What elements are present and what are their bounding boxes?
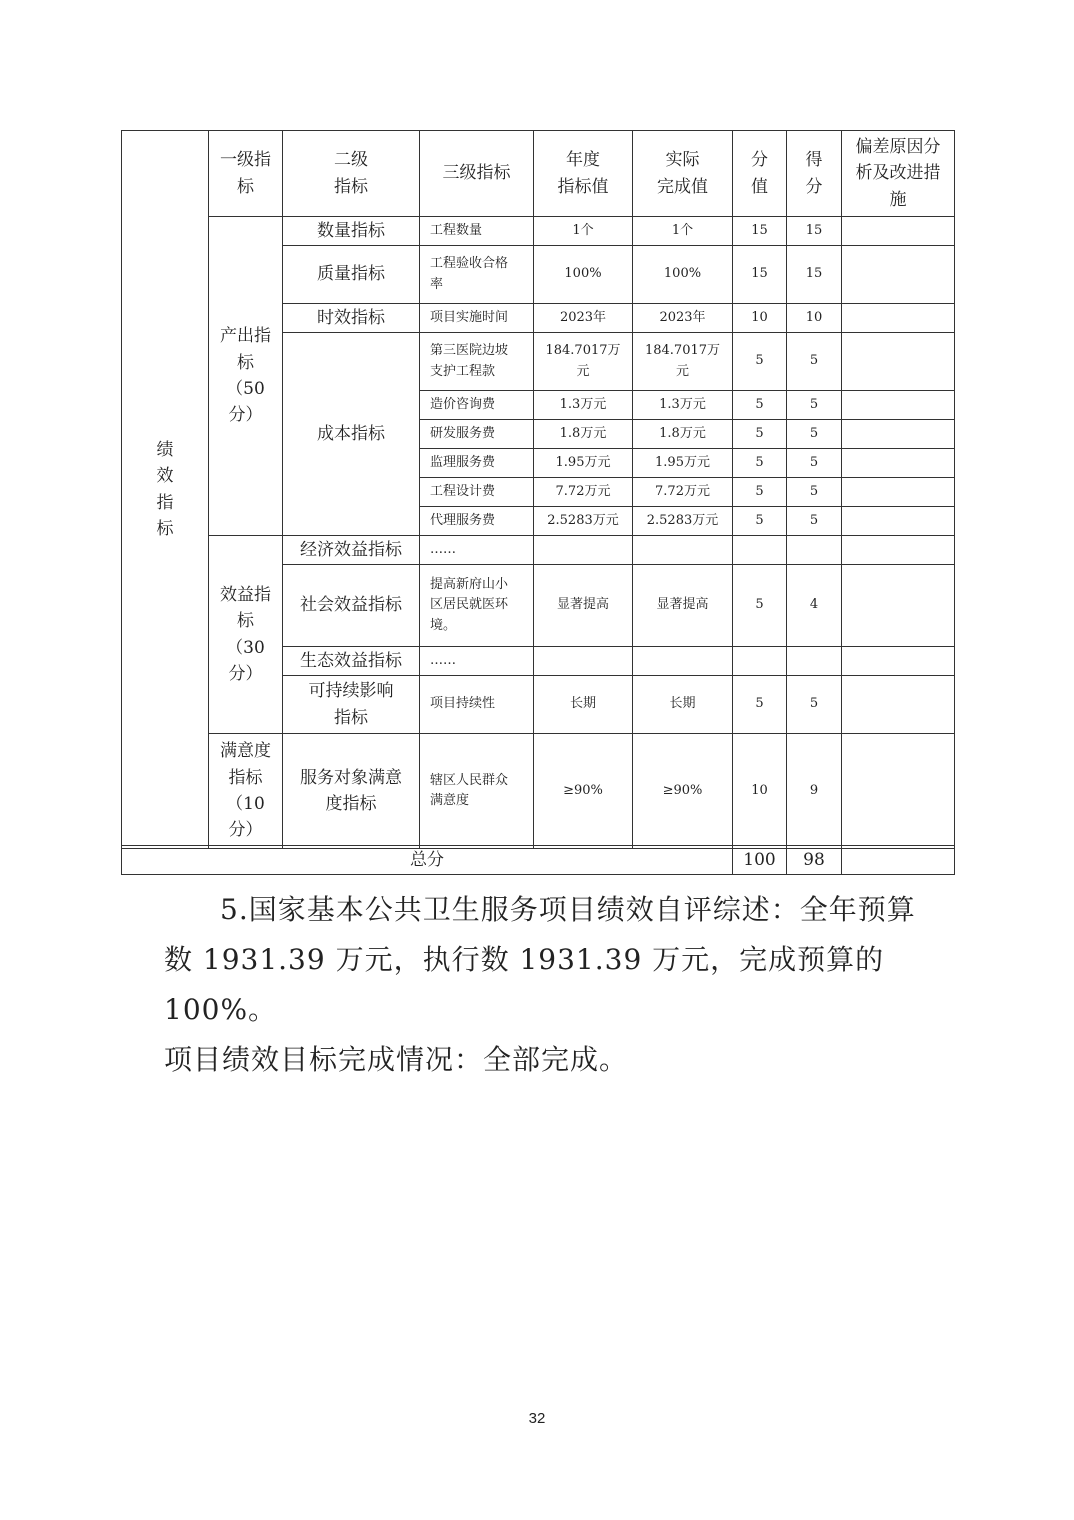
score-cell: 5: [733, 478, 787, 507]
target-cell: 184.7017万 元: [534, 333, 633, 391]
deviation-cell: [842, 536, 955, 565]
score-cell: 10: [733, 304, 787, 333]
level3-cell: ……: [420, 647, 534, 676]
deviation-cell: [842, 507, 955, 536]
deviation-cell: [842, 734, 955, 849]
target-cell: [534, 536, 633, 565]
deviation-cell: [842, 647, 955, 676]
actual-cell: ≥90%: [633, 734, 733, 849]
header-score: 分 值: [733, 131, 787, 217]
got-cell: 5: [787, 420, 842, 449]
deviation-cell: [842, 304, 955, 333]
total-label: 总分: [122, 846, 733, 875]
total-row-table: [121, 845, 955, 875]
actual-cell: 1个: [633, 217, 733, 246]
header-annual-target: 年度 指标值: [534, 131, 633, 217]
table-row: [122, 536, 955, 565]
score-cell: 15: [733, 246, 787, 304]
actual-cell: 2.5283万元: [633, 507, 733, 536]
level1-output: 产出指 标 （50 分）: [209, 217, 283, 536]
header-actual-value: 实际 完成值: [633, 131, 733, 217]
target-cell: 7.72万元: [534, 478, 633, 507]
score-cell: 5: [733, 333, 787, 391]
score-cell: 5: [733, 676, 787, 734]
got-cell: 5: [787, 391, 842, 420]
target-cell: 2.5283万元: [534, 507, 633, 536]
total-got: 98: [787, 846, 842, 875]
level3-cell: 工程数量: [420, 217, 534, 246]
target-cell: 1.95万元: [534, 449, 633, 478]
header-level1: 一级指 标: [209, 131, 283, 217]
score-cell: 5: [733, 391, 787, 420]
actual-cell: 100%: [633, 246, 733, 304]
got-cell: [787, 536, 842, 565]
target-cell: 显著提高: [534, 565, 633, 647]
got-cell: 5: [787, 449, 842, 478]
level3-cell: 项目持续性: [420, 676, 534, 734]
header-obtained: 得 分: [787, 131, 842, 217]
deviation-cell: [842, 676, 955, 734]
got-cell: 15: [787, 246, 842, 304]
actual-cell: 2023年: [633, 304, 733, 333]
target-cell: 1.8万元: [534, 420, 633, 449]
got-cell: 15: [787, 217, 842, 246]
level3-cell: 监理服务费: [420, 449, 534, 478]
got-cell: 5: [787, 507, 842, 536]
summary-paragraph: [164, 885, 924, 1085]
score-cell: 15: [733, 217, 787, 246]
deviation-cell: [842, 420, 955, 449]
level3-cell: 造价咨询费: [420, 391, 534, 420]
paragraph-line: 数 1931.39 万元，执行数 1931.39 万元，完成预算的 100%。: [164, 943, 885, 1026]
actual-cell: 1.8万元: [633, 420, 733, 449]
level3-cell: 项目实施时间: [420, 304, 534, 333]
got-cell: 10: [787, 304, 842, 333]
level3-cell: 工程验收合格 率: [420, 246, 534, 304]
level3-cell: 第三医院边坡 支护工程款: [420, 333, 534, 391]
level2-ecological: 生态效益指标: [283, 647, 420, 676]
level3-cell: 代理服务费: [420, 507, 534, 536]
score-cell: [733, 536, 787, 565]
got-cell: 9: [787, 734, 842, 849]
total-row: [122, 846, 955, 875]
level2-quantity: 数量指标: [283, 217, 420, 246]
table-row: [122, 217, 955, 246]
paragraph-line: 5.国家基本公共卫生服务项目绩效自评综述：全年预算: [220, 893, 916, 926]
got-cell: 4: [787, 565, 842, 647]
level3-cell: 辖区人民群众 满意度: [420, 734, 534, 849]
level2-sustain: 可持续影响 指标: [283, 676, 420, 734]
actual-cell: 长期: [633, 676, 733, 734]
level2-cost: 成本指标: [283, 333, 420, 536]
level3-cell: 研发服务费: [420, 420, 534, 449]
score-cell: [733, 647, 787, 676]
score-cell: 5: [733, 507, 787, 536]
level2-social: 社会效益指标: [283, 565, 420, 647]
paragraph-line: 项目绩效目标完成情况：全部完成。: [164, 1043, 629, 1076]
score-cell: 5: [733, 449, 787, 478]
header-deviation: 偏差原因分 析及改进措 施: [842, 131, 955, 217]
deviation-cell: [842, 391, 955, 420]
target-cell: [534, 647, 633, 676]
actual-cell: 1.95万元: [633, 449, 733, 478]
got-cell: [787, 647, 842, 676]
header-level2: 二级 指标: [283, 131, 420, 217]
actual-cell: 显著提高: [633, 565, 733, 647]
got-cell: 5: [787, 333, 842, 391]
level3-cell: 工程设计费: [420, 478, 534, 507]
actual-cell: 7.72万元: [633, 478, 733, 507]
level1-satisfaction: 满意度 指标 （10 分）: [209, 734, 283, 849]
actual-cell: 184.7017万 元: [633, 333, 733, 391]
header-level3: 三级指标: [420, 131, 534, 217]
target-cell: 100%: [534, 246, 633, 304]
level2-timeliness: 时效指标: [283, 304, 420, 333]
score-cell: 10: [733, 734, 787, 849]
target-cell: 1个: [534, 217, 633, 246]
level2-economic: 经济效益指标: [283, 536, 420, 565]
page-number: 32: [528, 1410, 546, 1427]
actual-cell: 1.3万元: [633, 391, 733, 420]
deviation-cell: [842, 565, 955, 647]
level2-satisfaction: 服务对象满意 度指标: [283, 734, 420, 849]
actual-cell: [633, 536, 733, 565]
performance-indicator-label: 绩 效 指 标: [122, 131, 209, 849]
target-cell: 长期: [534, 676, 633, 734]
level2-quality: 质量指标: [283, 246, 420, 304]
level3-cell: ……: [420, 536, 534, 565]
deviation-cell: [842, 333, 955, 391]
got-cell: 5: [787, 478, 842, 507]
target-cell: ≥90%: [534, 734, 633, 849]
deviation-cell: [842, 246, 955, 304]
deviation-cell: [842, 217, 955, 246]
table-row: [122, 734, 955, 849]
deviation-cell: [842, 449, 955, 478]
target-cell: 2023年: [534, 304, 633, 333]
level1-benefit: 效益指 标 （30 分）: [209, 536, 283, 734]
total-score: 100: [733, 846, 787, 875]
actual-cell: [633, 647, 733, 676]
score-cell: 5: [733, 565, 787, 647]
deviation-cell: [842, 846, 955, 875]
performance-indicator-table: [121, 130, 955, 849]
level3-cell: 提高新府山小 区居民就医环 境。: [420, 565, 534, 647]
target-cell: 1.3万元: [534, 391, 633, 420]
got-cell: 5: [787, 676, 842, 734]
deviation-cell: [842, 478, 955, 507]
score-cell: 5: [733, 420, 787, 449]
